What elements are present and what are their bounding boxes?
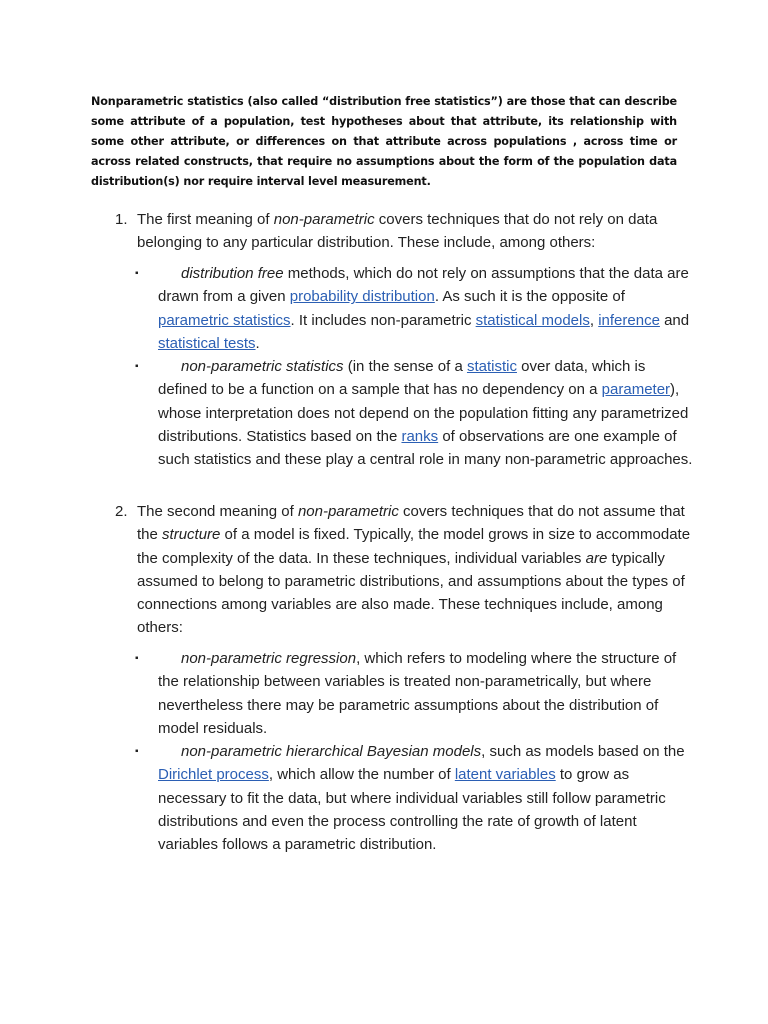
item-number: 1. (115, 211, 128, 228)
bullet-icon: ▪ (135, 746, 139, 758)
list-item: ▪ non-parametric statistics (in the sense of a statistic over data, which is defined to be a function on a sample that has no dependency on a parameter), whose interpretation does not depend on the population fitting any parametrized distributions. Statistics based on the ranks of observations are one example of such statistics and these play a central role in many non-parametric approaches. (135, 355, 695, 471)
numbered-item-1 (115, 208, 695, 255)
link-ranks[interactable]: ranks (401, 428, 439, 446)
link-inference[interactable]: inference (598, 311, 660, 329)
list-item: ▪ distribution free methods, which do not rely on assumptions that the data are drawn from a given probability distribution. As such it is the opposite of parametric statistics. It includes non-parametric statistical models, inference and statistical tests. (135, 262, 695, 355)
intro-text: (also called “distribution free statistics”) are those that can describe some attribute of a population, test hypotheses about that attribute, its relationship with some other attribute, or differences on that attribute across populations , across time or across related constructs, that require no assumptions about the form of the population data distribution(s) nor require interval level measurement. (91, 95, 677, 188)
item-number: 2. (115, 503, 128, 520)
bullet-icon: ▪ (135, 361, 139, 373)
intro-term: Nonparametric statistics (91, 95, 244, 108)
link-probability-distribution[interactable]: probability distribution (289, 288, 435, 306)
bullet-list-1 (135, 262, 695, 472)
bullet-list-2 (135, 647, 695, 857)
link-parameter[interactable]: parameter (601, 381, 671, 399)
list-item: ▪ non-parametric regression, which refers to modeling where the structure of the relationship between variables is treated non-parametrically, but where nevertheless there may be parametric assumptions about the distribution of model residuals. (135, 647, 695, 740)
link-dirichlet-process[interactable]: Dirichlet process (158, 766, 269, 784)
link-statistic[interactable]: statistic (466, 358, 517, 376)
link-statistical-tests[interactable]: statistical tests (158, 334, 256, 352)
bullet-icon: ▪ (135, 268, 139, 279)
link-parametric-statistics[interactable]: parametric statistics (158, 311, 291, 329)
item-text: The first meaning of non-parametric covers techniques that do not rely on data belonging to any particular distribution. These include, among others: (137, 211, 658, 252)
item-text: The second meaning of non-parametric covers techniques that do not assume that the structure of a model is fixed. Typically, the model grows in size to accommodate the complexity of the data. In these techniques, individual variables are typically assumed to belong to parametric distributions, and assumptions about the types of connections among variables are also made. These techniques include, among others: (137, 503, 691, 637)
link-statistical-models[interactable]: statistical models (475, 311, 590, 329)
link-latent-variables[interactable]: latent variables (454, 766, 556, 784)
list-item: ▪ non-parametric hierarchical Bayesian models, such as models based on the Dirichlet process, which allow the number of latent variables to grow as necessary to fit the data, but where individual variables still follow parametric distributions and even the process controlling the rate of growth of latent variables follows a parametric distribution. (135, 740, 695, 856)
intro-paragraph (91, 92, 677, 192)
bullet-icon: ▪ (135, 653, 139, 664)
numbered-item-2 (115, 500, 695, 640)
